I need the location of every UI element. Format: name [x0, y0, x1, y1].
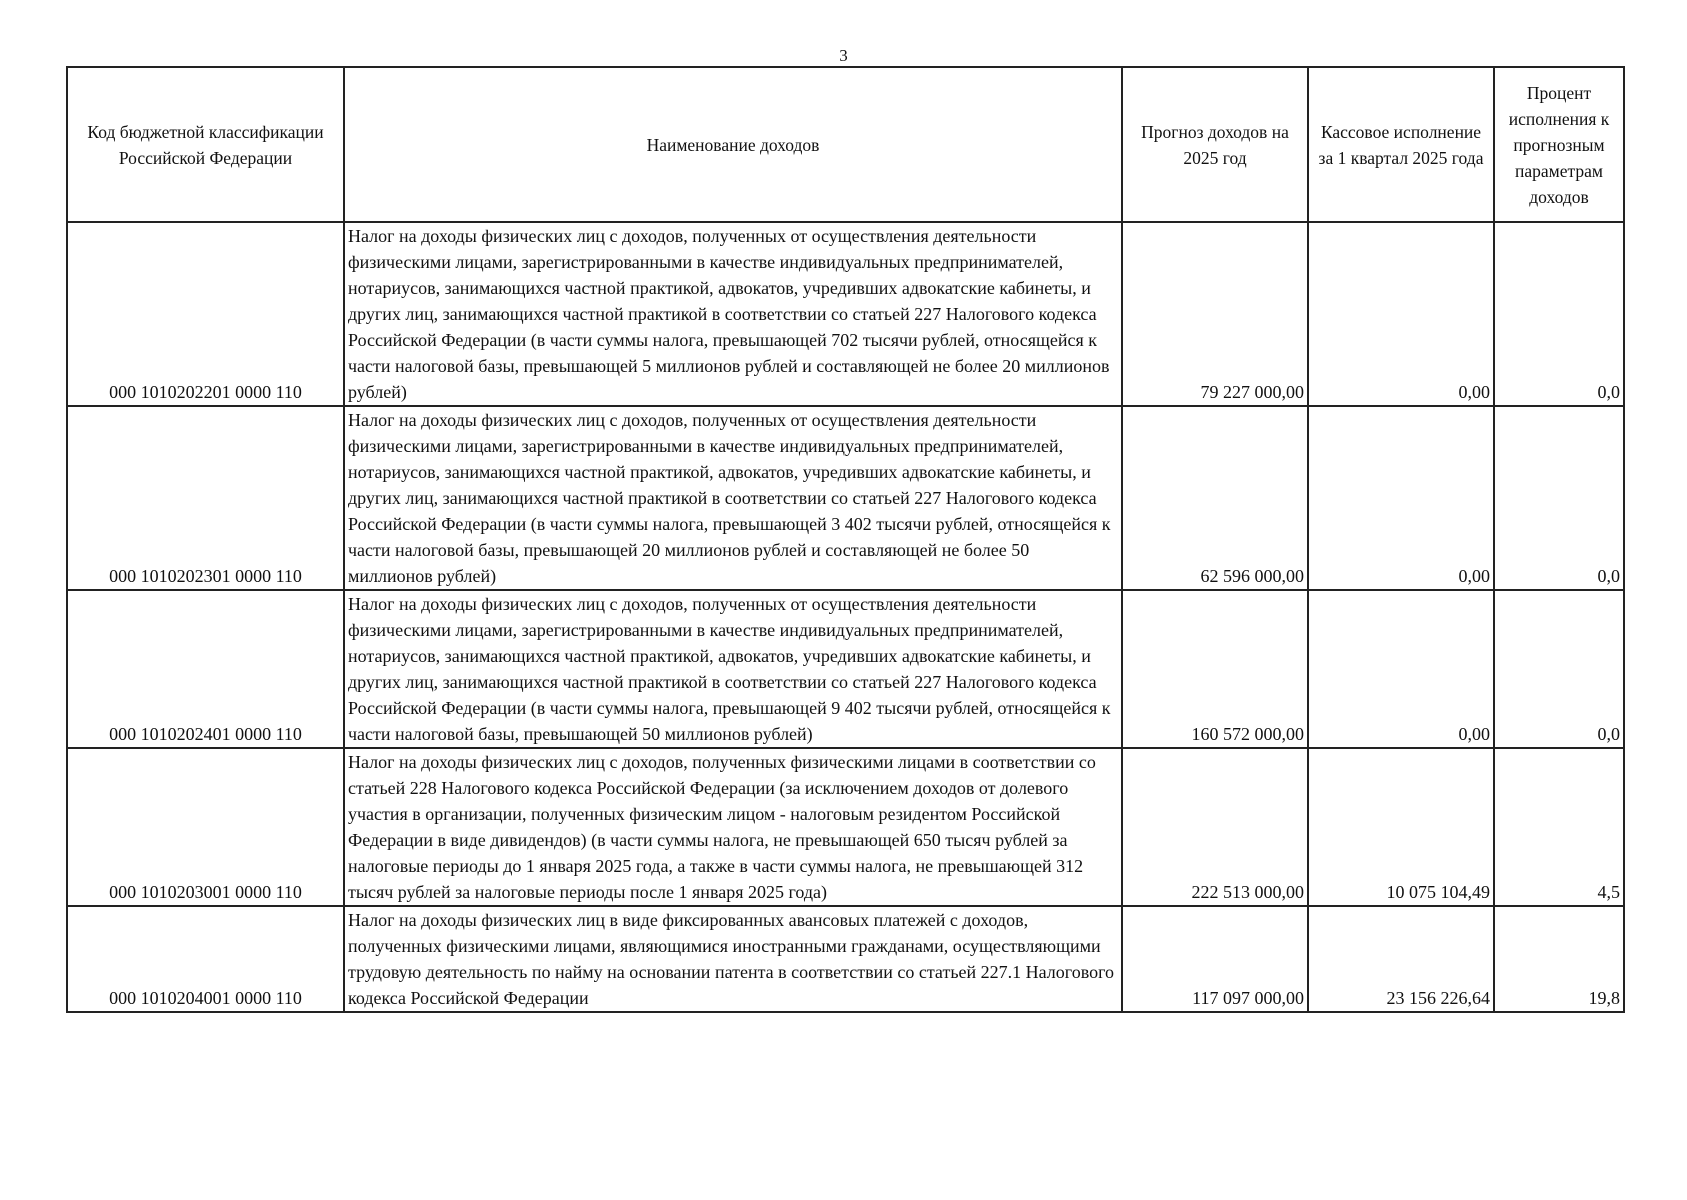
table-row — [67, 748, 1624, 906]
row-name: Налог на доходы физических лиц с доходов, полученных от осуществления деятельности физическими лицами, зарегистрированными в качестве индивидуальных предпринимателей, нотариусов, занимающихся частной практикой, адвокатов, учредивших адвокатские кабинеты, и других лиц, занимающихся частной практикой в соответствии со статьей 227 Налогового кодекса Российской Федерации (в части суммы налога, превышающей 3 402 тысячи рублей, относящейся к части налоговой базы, превышающей 20 миллионов рублей и составляющей не более 50 миллионов рублей) — [344, 406, 1122, 590]
row-cash: 0,00 — [1308, 222, 1494, 406]
row-cash: 10 075 104,49 — [1308, 748, 1494, 906]
table-row — [67, 406, 1624, 590]
row-percent: 0,0 — [1494, 590, 1624, 748]
row-forecast: 79 227 000,00 — [1122, 222, 1308, 406]
row-percent: 19,8 — [1494, 906, 1624, 1012]
row-percent: 4,5 — [1494, 748, 1624, 906]
table-row — [67, 906, 1624, 1012]
revenue-table — [66, 66, 1625, 1013]
row-code: 000 1010204001 0000 110 — [67, 906, 344, 1012]
header-name: Наименование доходов — [344, 67, 1122, 222]
row-percent: 0,0 — [1494, 406, 1624, 590]
header-code: Код бюджетной классификации Российской Федерации — [67, 67, 344, 222]
row-forecast: 62 596 000,00 — [1122, 406, 1308, 590]
row-code: 000 1010202201 0000 110 — [67, 222, 344, 406]
row-code: 000 1010203001 0000 110 — [67, 748, 344, 906]
row-name: Налог на доходы физических лиц в виде фиксированных авансовых платежей с доходов, полученных физическими лицами, являющимися иностранными гражданами, осуществляющими трудовую деятельность по найму на основании патента в соответствии со статьей 227.1 Налогового кодекса Российской Федерации — [344, 906, 1122, 1012]
table-header-row — [67, 67, 1624, 222]
row-name: Налог на доходы физических лиц с доходов, полученных физическими лицами в соответствии со статьей 228 Налогового кодекса Российской Федерации (за исключением доходов от долевого участия в организации, полученных физическим лицом - налоговым резидентом Российской Федерации в виде дивидендов) (в части суммы налога, не превышающей 650 тысяч рублей за налоговые периоды до 1 января 2025 года, а также в части суммы налога, не превышающей 312 тысяч рублей за налоговые периоды после 1 января 2025 года) — [344, 748, 1122, 906]
row-forecast: 117 097 000,00 — [1122, 906, 1308, 1012]
header-cash: Кассовое исполнение за 1 квартал 2025 года — [1308, 67, 1494, 222]
row-code: 000 1010202301 0000 110 — [67, 406, 344, 590]
header-percent: Процент исполнения к прогнозным параметрам доходов — [1494, 67, 1624, 222]
row-code: 000 1010202401 0000 110 — [67, 590, 344, 748]
row-cash: 0,00 — [1308, 406, 1494, 590]
row-forecast: 222 513 000,00 — [1122, 748, 1308, 906]
row-cash: 23 156 226,64 — [1308, 906, 1494, 1012]
row-percent: 0,0 — [1494, 222, 1624, 406]
row-cash: 0,00 — [1308, 590, 1494, 748]
table-row — [67, 222, 1624, 406]
header-forecast: Прогноз доходов на 2025 год — [1122, 67, 1308, 222]
row-name: Налог на доходы физических лиц с доходов, полученных от осуществления деятельности физическими лицами, зарегистрированными в качестве индивидуальных предпринимателей, нотариусов, занимающихся частной практикой, адвокатов, учредивших адвокатские кабинеты, и других лиц, занимающихся частной практикой в соответствии со статьей 227 Налогового кодекса Российской Федерации (в части суммы налога, превышающей 702 тысячи рублей, относящейся к части налоговой базы, превышающей 5 миллионов рублей и составляющей не более 20 миллионов рублей) — [344, 222, 1122, 406]
row-forecast: 160 572 000,00 — [1122, 590, 1308, 748]
page-number: 3 — [839, 46, 848, 65]
table-row — [67, 590, 1624, 748]
row-name: Налог на доходы физических лиц с доходов, полученных от осуществления деятельности физическими лицами, зарегистрированными в качестве индивидуальных предпринимателей, нотариусов, занимающихся частной практикой, адвокатов, учредивших адвокатские кабинеты, и других лиц, занимающихся частной практикой в соответствии со статьей 227 Налогового кодекса Российской Федерации (в части суммы налога, превышающей 9 402 тысячи рублей, относящейся к части налоговой базы, превышающей 50 миллионов рублей) — [344, 590, 1122, 748]
